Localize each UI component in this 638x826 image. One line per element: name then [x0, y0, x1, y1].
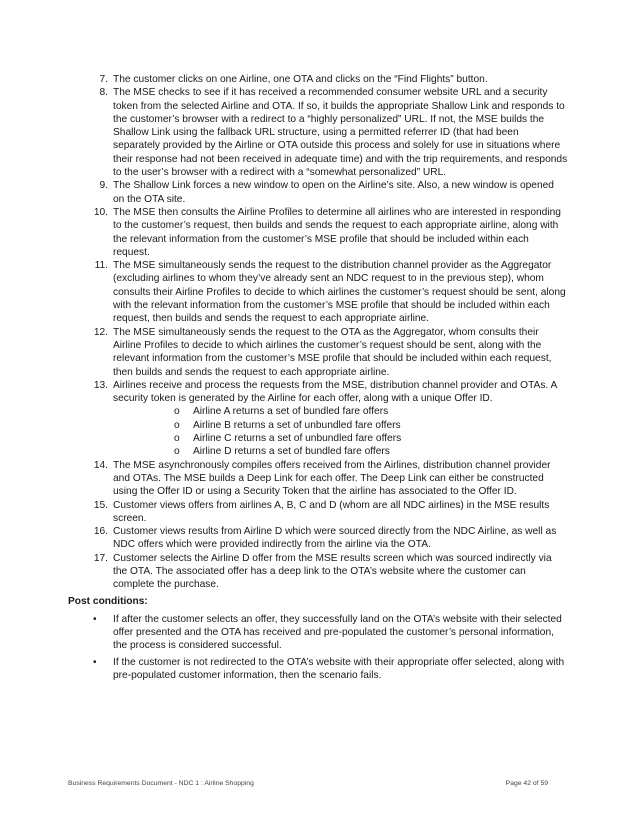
footer-page-number: Page 42 of 59 — [505, 780, 548, 787]
step-text: Customer selects the Airline D offer from the MSE results screen which was sourced indirectly via the OTA. The associated offer has a deep link to the OTA’s website where the customer can complete the purchase. — [113, 552, 552, 591]
circle-bullet-icon: o — [174, 433, 180, 445]
step-text: The customer clicks on one Airline, one OTA and clicks on the “Find Flights” button. — [113, 74, 488, 85]
post-conditions-heading: Post conditions: — [68, 595, 148, 607]
step-number: 17. — [93, 552, 108, 564]
step-text: Customer views offers from airlines A, B, C and D (whom are all NDC airlines) in the MSE results screen. — [113, 499, 550, 524]
step-number: 10. — [93, 206, 108, 218]
circle-bullet-icon: o — [174, 446, 180, 458]
page-content — [68, 73, 568, 685]
step-text: The MSE simultaneously sends the request to the OTA as the Aggregator, whom consults their Airline Profiles to decide to which airlines the customer’s request should be sent, along with the relevant information from the customer’s MSE profile that should be included within each request, then builds and sends the request to each appropriate airline. — [113, 326, 552, 378]
step-item — [68, 73, 568, 86]
sub-list-text: Airline D returns a set of bundled fare offers — [193, 446, 390, 458]
step-text: Customer views results from Airline D which were sourced directly from the NDC Airline, as well as NDC offers which were provided indirectly from the airline via the OTA. — [113, 526, 557, 551]
sub-list-item — [113, 419, 568, 432]
step-item — [68, 552, 568, 592]
step-text: Airlines receive and process the requests from the MSE, distribution channel provider and OTAs. A security token is generated by the Airline for each offer, along with a unique Offer ID. — [113, 379, 557, 405]
bullet-icon: • — [93, 656, 97, 668]
step-text: The MSE asynchronously compiles offers received from the Airlines, distribution channel provider and OTAs. The MSE builds a Deep Link for each offer. The Deep Link can either be constructed using the Offer ID or using a Security Token that the airline has associated to the Offer ID. — [113, 459, 551, 498]
post-condition-text: If the customer is not redirected to the OTA’s website with their appropriate offer selected, along with pre-populated customer information, then the scenario fails. — [113, 656, 565, 682]
step-number: 14. — [93, 459, 108, 471]
post-conditions-list — [68, 613, 568, 682]
footer-document-title: Business Requirements Document - NDC 1 : Airline Shopping — [68, 780, 254, 787]
post-condition-item — [68, 613, 568, 653]
step-item — [68, 86, 568, 179]
step-item — [68, 499, 568, 526]
sub-list-item — [113, 405, 568, 418]
bullet-icon: • — [93, 613, 97, 625]
step-text: The MSE then consults the Airline Profiles to determine all airlines who are interested in responding to the customer’s request, then builds and sends the request to each appropriate airline, along with the relevant information from the customer’s MSE profile that should be included within each request. — [113, 206, 561, 258]
step-text: The Shallow Link forces a new window to open on the Airline’s site. Also, a new window is opened on the OTA site. — [113, 180, 554, 205]
step-number: 12. — [93, 326, 108, 338]
post-condition-text: If after the customer selects an offer, they successfully land on the OTA’s website with their selected offer presented and the OTA has received and pre-populated the customer’s personal information, the process is considered successful. — [113, 613, 562, 652]
sub-list-text: Airline A returns a set of bundled fare offers — [193, 406, 389, 418]
step-item — [68, 525, 568, 552]
step-number: 13. — [93, 379, 108, 391]
step-item — [68, 206, 568, 259]
step-number: 9. — [99, 180, 108, 192]
numbered-steps — [68, 73, 568, 592]
step-item — [68, 459, 568, 499]
step-item — [68, 379, 568, 459]
step-number: 7. — [99, 74, 108, 85]
sub-list-item — [113, 445, 568, 458]
step-text: The MSE checks to see if it has received a recommended consumer website URL and a security token from the selected Airline and OTA. If so, it builds the appropriate Shallow Link and responds to the customer’s browser with a redirect to a “highly personalized” URL. If not, the MSE builds the Shallow Link using the fallback URL structure, using a permitted referrer ID (that had been separately provided by the Airline or OTA outside this process and solely for use in situations where their response had not been received in adequate time) and with the trip requirements, and responds to the user’s browser with a redirect with a “somewhat personalized” URL. — [113, 87, 568, 179]
step-item — [68, 259, 568, 325]
airline-response-list — [113, 405, 568, 458]
sub-list-text: Airline B returns a set of unbundled fare offers — [193, 419, 401, 431]
step-number: 11. — [94, 260, 108, 272]
circle-bullet-icon: o — [174, 419, 180, 431]
step-number: 8. — [99, 87, 108, 99]
step-number: 16. — [93, 526, 108, 538]
step-item — [68, 179, 568, 206]
step-item — [68, 326, 568, 379]
sub-list-text: Airline C returns a set of unbundled fare offers — [193, 433, 402, 445]
step-text: The MSE simultaneously sends the request to the distribution channel provider as the Aggregator (excluding airlines to whom they’ve already sent an NDC request to in the previous step), whom consults their Airline Profiles to decide to which airlines the customer’s request should be sent, along with the relevant information from the customer’s MSE profile that should be included within each request, then builds and sends the request to each appropriate airline. — [113, 260, 566, 325]
circle-bullet-icon: o — [174, 406, 180, 418]
sub-list-item — [113, 432, 568, 445]
post-condition-item — [68, 656, 568, 683]
step-number: 15. — [93, 499, 108, 511]
